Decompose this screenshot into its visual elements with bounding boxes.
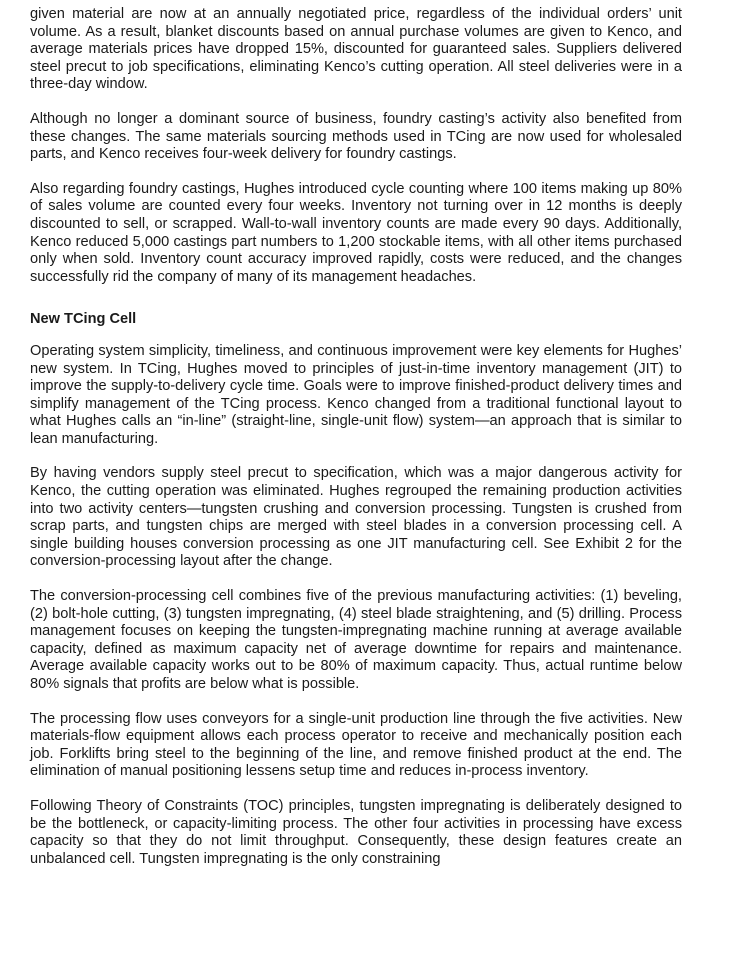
paragraph-processing-flow: The processing flow uses conveyors for a single-unit production line through the five activities. New materials-flow equipment allows each process operator to receive and mechanically position each job. Forklifts bring steel to the beginning of the line, and remove finished product at the end. The elimination of manual positioning lessens setup time and reduces in-process inventory. [30, 710, 682, 780]
paragraph-cycle-counting: Also regarding foundry castings, Hughes introduced cycle counting where 100 items making up 80% of sales volume are counted every four weeks. Inventory not turning over in 12 months is deeply discounted to sell, or scrapped. Wall-to-wall inventory counts are made every 90 days. Additionally, Kenco reduced 5,000 castings part numbers to 1,200 stockable items, with all other items purchased only when sold. Inventory count accuracy improved rapidly, costs were reduced, and the changes successfully rid the company of many of its management headaches. [30, 180, 682, 285]
paragraph-jit-system: Operating system simplicity, timeliness, and continuous improvement were key elements for Hughes’ new system. In TCing, Hughes moved to principles of just-in-time inventory management (JIT) to improve the supply-to-delivery cycle time. Goals were to improve finished-product delivery times and simplify management of the TCing process. Kenco changed from a traditional functional layout to what Hughes calls an “in-line” (straight-line, single-unit flow) system—an approach that is similar to lean manufacturing. [30, 342, 682, 447]
paragraph-foundry-casting: Although no longer a dominant source of business, foundry casting’s activity also benefited from these changes. The same materials sourcing methods used in TCing are now used for wholesaled parts, and Kenco receives four-week delivery for foundry castings. [30, 110, 682, 163]
document-page [30, 6, 682, 885]
paragraph-material-pricing: given material are now at an annually negotiated price, regardless of the individual orders’ unit volume. As a result, blanket discounts based on annual purchase volumes are given to Kenco, and average materials prices have dropped 15%, discounted for guaranteed sales. Suppliers delivered steel precut to job specifications, eliminating Kenco’s cutting operation. All steel deliveries were in a three-day window. [30, 6, 682, 93]
paragraph-toc-principles: Following Theory of Constraints (TOC) principles, tungsten impregnating is deliberately designed to be the bottleneck, or capacity-limiting process. The other four activities in processing have excess capacity so that they do not limit throughput. Consequently, these design features create an unbalanced cell. Tungsten impregnating is the only constraining [30, 797, 682, 867]
paragraph-activity-centers: By having vendors supply steel precut to specification, which was a major dangerous activity for Kenco, the cutting operation was eliminated. Hughes regrouped the remaining production activities into two activity centers—tungsten crushing and conversion processing. Tungsten is crushed from scrap parts, and tungsten chips are merged with steel blades in a conversion processing cell. A single building houses conversion processing as one JIT manufacturing cell. See Exhibit 2 for the conversion-processing layout after the change. [30, 465, 682, 570]
section-heading: New TCing Cell [30, 311, 137, 328]
paragraph-conversion-cell: The conversion-processing cell combines five of the previous manufacturing activities: (1) beveling, (2) bolt-hole cutting, (3) tungsten impregnating, (4) steel blade straightening, and (5) drilling. Process management focuses on keeping the tungsten-impregnating machine running at average available capacity, defined as maximum capacity net of average downtime for repairs and maintenance. Average available capacity works out to be 80% of maximum capacity. Thus, actual runtime below 80% signals that profits are below what is possible. [30, 588, 682, 692]
